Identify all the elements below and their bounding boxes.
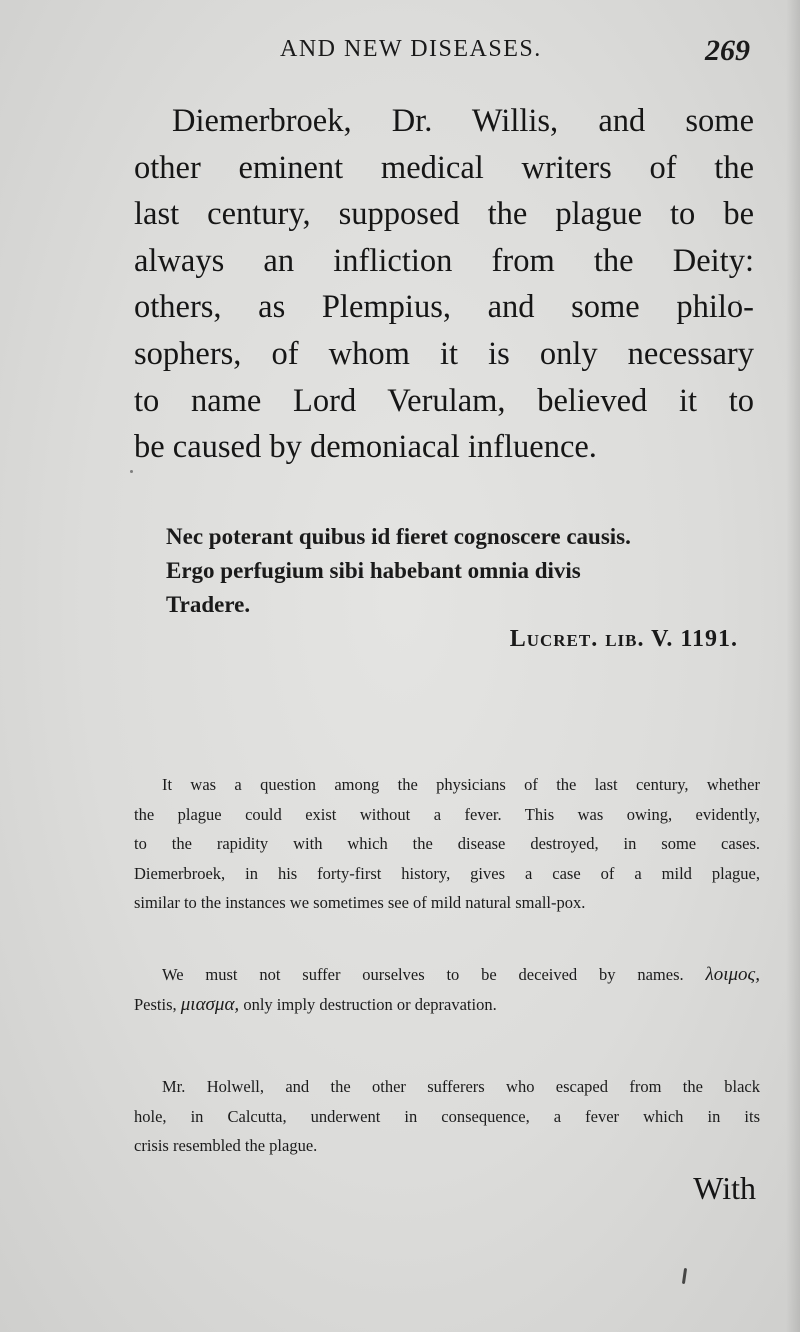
greek-word: λοιμος, — [705, 964, 761, 985]
main-paragraph — [134, 98, 754, 471]
footnote-line: Mr. Holwell, and the other sufferers who escaped from the black — [162, 1077, 760, 1096]
footnote-line: hole, in Calcutta, underwent in consequence, a fever which in its — [134, 1106, 760, 1126]
footnote-line: the plague could exist without a fever. This was owing, evidently, — [134, 804, 760, 824]
page-edge-shadow — [786, 0, 800, 1332]
quotation-line: Tradere. — [166, 592, 251, 617]
footnote-line: similar to the instances we sometimes see of mild natural small-pox. — [134, 893, 586, 912]
footnote-text: We must not suffer ourselves to be deceived by names. — [162, 965, 684, 984]
footnote-line — [134, 960, 760, 990]
footnote-text: Pestis, — [134, 994, 177, 1014]
paragraph-line: to name Lord Verulam, believed it to — [134, 382, 754, 419]
catchword: With — [693, 1170, 756, 1206]
greek-word: μιασμα, — [180, 993, 240, 1015]
footnote-fever — [134, 770, 760, 918]
latin-quotation — [166, 520, 726, 622]
ink-speck — [682, 1268, 687, 1284]
paragraph-line: others, as Plempius, and some philo- — [134, 289, 754, 326]
footnote-line: to the rapidity with which the disease destroyed, in some cases. — [134, 834, 760, 853]
paragraph-line: Diemerbroek, Dr. Willis, and some — [172, 103, 754, 139]
quotation-line: Ergo perfugium sibi habebant omnia divis — [166, 558, 581, 583]
footnote-text: only imply destruction or depravation. — [243, 994, 497, 1014]
paragraph-line: sophers, of whom it is only necessary — [134, 335, 754, 372]
quotation-line: Nec poterant quibus id fieret cognoscere causis. — [166, 524, 631, 549]
footnote-names — [134, 960, 760, 1019]
footnote-line: It was a question among the physicians of the last century, whether — [162, 775, 760, 794]
ink-speck — [738, 300, 740, 302]
footnote-line: crisis resembled the plague. — [134, 1136, 318, 1155]
paragraph-line: always an infliction from the Deity: — [134, 242, 754, 279]
footnote-line: Diemerbroek, in his forty-first history, gives a case of a mild plague, — [134, 863, 760, 883]
footnote-line — [134, 990, 760, 1020]
ink-speck — [130, 470, 133, 473]
footnote-black-hole — [134, 1072, 760, 1161]
paragraph-line: other eminent medical writers of the — [134, 149, 754, 186]
page-number: 269 — [705, 34, 750, 67]
paragraph-line: be caused by demoniacal influence. — [134, 429, 597, 466]
paragraph-line: last century, supposed the plague to be — [134, 196, 754, 233]
quotation-citation: Lucret. lib. V. 1191. — [509, 626, 738, 652]
running-head: AND NEW DISEASES. — [280, 36, 542, 62]
